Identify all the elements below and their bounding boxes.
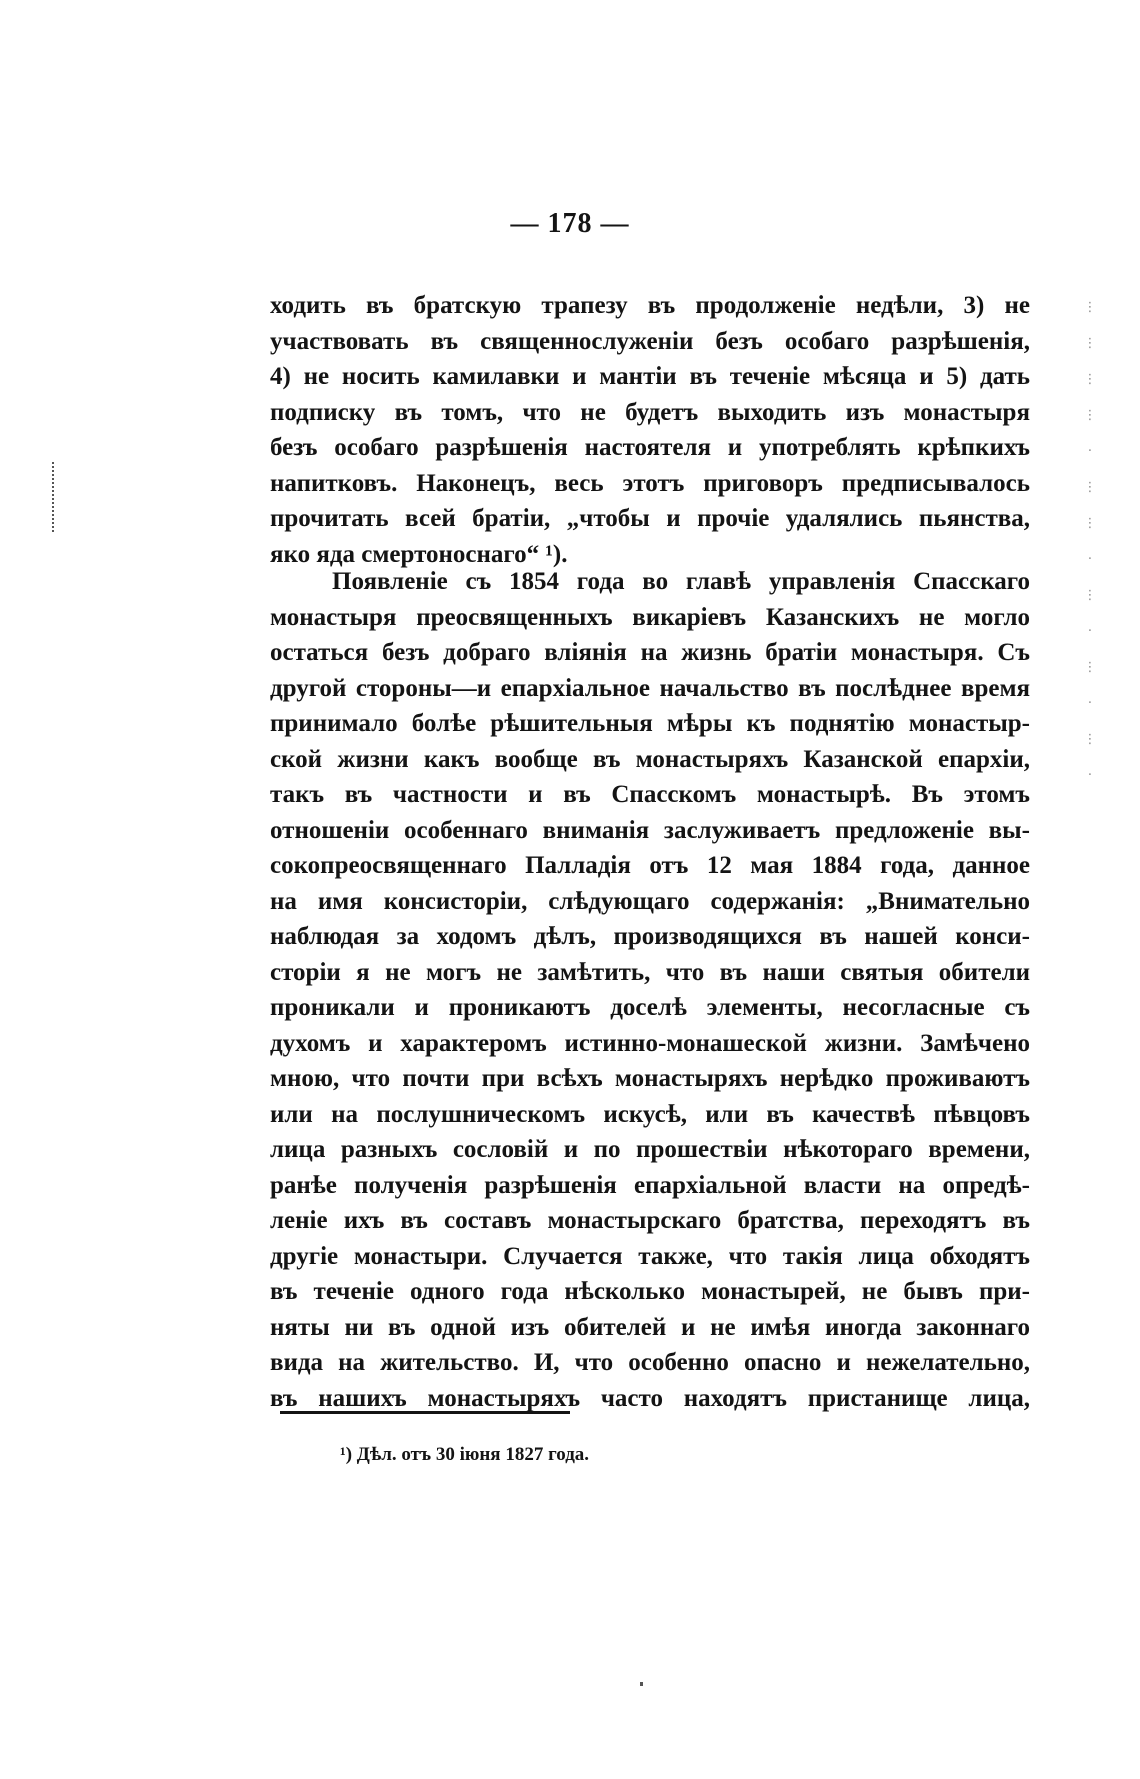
text-line: Появленіе съ 1854 года во главѣ управленія Спасскаго: [332, 568, 1030, 595]
text-line: проникали и проникаютъ доселѣ элементы, несогласные съ: [270, 994, 1030, 1021]
text-line: безъ особаго разрѣшенія настоятеля и употреблять крѣпкихъ: [270, 434, 1030, 461]
scan-speck: [640, 1682, 643, 1686]
text-line: 4) не носить камилавки и мантіи въ теченіе мѣсяца и 5) дать: [270, 363, 1030, 390]
paragraph-1: [270, 288, 1030, 572]
text-line: другіе монастыри. Случается также, что такія лица обходятъ: [270, 1242, 1030, 1270]
text-line: няты ни въ одной изъ обителей и не имѣя иногда законнаго: [270, 1313, 1030, 1341]
text-line: лица разныхъ сословій и по прошествіи нѣкотораго времени,: [270, 1136, 1030, 1163]
text-line: участвовать въ священнослуженіи безъ особаго разрѣшенія,: [270, 327, 1030, 355]
text-line: подписку въ томъ, что не будетъ выходить изъ монастыря: [270, 398, 1030, 426]
text-line: прочитать всей братіи, „чтобы и прочіе удалялись пьянства,: [270, 505, 1030, 532]
scan-margin-marks: [52, 462, 60, 532]
footnote-divider: [280, 1411, 570, 1414]
text-line: напитковъ. Наконецъ, весь этотъ приговоръ предписывалось: [270, 469, 1030, 497]
text-line: леніе ихъ въ составъ монастырскаго братства, переходятъ въ: [270, 1207, 1030, 1234]
text-line: въ нашихъ монастыряхъ часто находятъ пристанище лица,: [270, 1384, 1030, 1412]
text-line: ходить въ братскую трапезу въ продолженіе недѣли, 3) не: [270, 292, 1030, 319]
text-line: принимало болѣе рѣшительныя мѣры къ поднятію монастыр-: [270, 710, 1030, 737]
footnote: ¹) Дѣл. отъ 30 іюня 1827 года.: [340, 1444, 590, 1465]
text-line: ской жизни какъ вообще въ монастыряхъ Казанской епархіи,: [270, 745, 1030, 773]
text-line: наблюдая за ходомъ дѣлъ, производящихся въ нашей конси-: [270, 923, 1030, 950]
page-number: — 178 —: [510, 208, 630, 239]
text-line: монастыря преосвященныхъ викаріевъ Казанскихъ не могло: [270, 603, 1030, 631]
paragraph-2: [270, 564, 1030, 1416]
text-line: мною, что почти при всѣхъ монастыряхъ нерѣдко проживаютъ: [270, 1065, 1030, 1092]
text-line: на имя консисторіи, слѣдующаго содержанія: „Внимательно: [270, 887, 1030, 915]
text-line: сокопреосвященнаго Палладія отъ 12 мая 1884 года, данное: [270, 852, 1030, 879]
text-line: вида на жительство. И, что особенно опасно и нежелательно,: [270, 1349, 1030, 1376]
text-line: яко яда смертоноснаго“ ¹).: [270, 540, 568, 568]
text-line: ранѣе полученія разрѣшенія епархіальной власти на опредѣ-: [270, 1171, 1030, 1199]
text-line: сторіи я не могъ не замѣтить, что въ наши святыя обители: [270, 958, 1030, 986]
text-line: другой стороны—и епархіальное начальство въ послѣднее время: [270, 674, 1030, 702]
text-line: въ теченіе одного года нѣсколько монастырей, не бывъ при-: [270, 1278, 1030, 1305]
text-line: духомъ и характеромъ истинно-монашеской жизни. Замѣчено: [270, 1029, 1030, 1057]
text-line: такъ въ частности и въ Спасскомъ монастырѣ. Въ этомъ: [270, 781, 1030, 808]
bleed-through-marks: ⋮ ⋮ ⋮ ⋮ · ⋮ ⋮ · ⋮ · ⋮ · ⋮ ·: [1083, 300, 1097, 783]
text-line: или на послушническомъ искусѣ, или въ качествѣ пѣвцовъ: [270, 1100, 1030, 1128]
text-line: отношеніи особеннаго вниманія заслуживаетъ предложеніе вы-: [270, 816, 1030, 844]
text-line: остаться безъ добраго вліянія на жизнь братіи монастыря. Съ: [270, 639, 1030, 666]
